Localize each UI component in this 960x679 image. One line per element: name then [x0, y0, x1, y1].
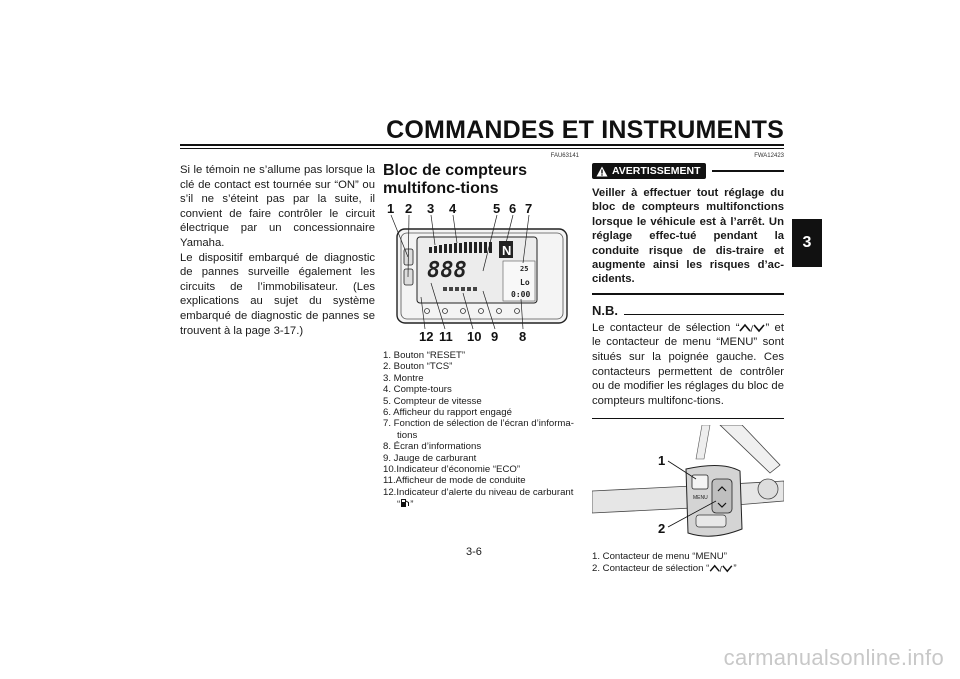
section-ref-code: FAU63141 — [550, 153, 579, 159]
header-rule — [180, 144, 784, 146]
photo-caption-2-end: ” — [733, 562, 737, 574]
legend-item: 1. Bouton “RESET” — [383, 350, 466, 361]
legend-item: 8. Écran d’informations — [383, 441, 482, 453]
warning-end-rule — [592, 293, 784, 295]
watermark: carmanualsonline.info — [723, 645, 944, 670]
legend-item: 5. Compteur de vitesse — [383, 395, 482, 407]
svg-text:/: / — [750, 323, 754, 333]
figure-legend — [383, 350, 579, 511]
callout-5: 5 — [493, 201, 501, 216]
legend-item-fuel — [383, 487, 579, 511]
callout-6: 6 — [509, 201, 517, 216]
legend-item: 4. Compte-tours — [383, 384, 452, 396]
warning-triangle-icon — [596, 166, 608, 177]
nb-text-start: Le contacteur de sélection “ — [592, 321, 740, 334]
warning-header — [592, 162, 784, 180]
callout-2: 2 — [405, 201, 413, 216]
photo-legend — [592, 551, 784, 574]
handlebar-switch-photo — [592, 425, 784, 547]
info-mode: Lo — [520, 278, 530, 287]
callout-1: 1 — [387, 201, 395, 216]
legend-item: 6. Afficheur du rapport engagé — [383, 407, 512, 419]
info-clock: 0:00 — [511, 290, 531, 299]
legend-item: 10.Indicateur d’économie “ECO” — [383, 464, 521, 476]
chapter-tab: 3 — [792, 219, 822, 267]
legend-item-fuel-close: ” — [410, 499, 414, 511]
legend-item: 7. Fonction de sélection de l’écran d’informa-tions — [383, 418, 574, 441]
callout-4: 4 — [449, 201, 457, 216]
left-column — [180, 163, 375, 338]
select-switch-graphic — [712, 479, 732, 513]
warning-badge — [592, 163, 706, 179]
menu-label: MENU — [693, 495, 708, 502]
warning-text: Veiller à effectuer tout réglage du bloc de compteurs multifonctions lorsque le véhicule est à l’arrêt. Un réglage effec-tué pendant la conduite risque de dis-traire et augmente ainsi les risques d’ac-cidents. — [592, 187, 784, 286]
fuel-pump-icon — [400, 498, 410, 508]
warning-ref-code: FWA12423 — [754, 153, 784, 159]
page-number: 3-6 — [466, 546, 482, 558]
handlebar-switch-illustration — [592, 425, 784, 547]
legend-item-fuel-text: 12.Indicateur d’alerte du niveau de carburant “ — [383, 486, 574, 511]
nb-text — [592, 321, 784, 409]
section-title: Bloc de compteurs multifonc-tions — [383, 162, 528, 197]
legend-item: 2. Bouton “TCS” — [383, 361, 453, 373]
callout-10: 10 — [467, 329, 482, 344]
photo-callout-1: 1 — [658, 453, 666, 469]
tcs-button-graphic — [404, 269, 413, 285]
gear-indicator-text: N — [502, 243, 512, 258]
instrument-cluster-illustration — [383, 201, 579, 346]
callout-3: 3 — [427, 201, 435, 216]
paragraph-diagnostic: Le dispositif embarqué de diagnostic de pannes surveille également les circuits de l’immobilisateur. (Les explications au sujet du système embarqué de diagnostic de pannes se trouvent à la page 3-17.) — [180, 251, 375, 337]
nb-text-end: ” et le contacteur de menu “MENU” sont situés sur la poignée gauche. Ces contacteurs permettent de contrôler ou de modifier les réglages du bloc de compteurs multifonc-tions. — [592, 321, 784, 407]
middle-column — [383, 153, 579, 511]
menu-switch-graphic — [692, 475, 708, 489]
photo-caption-2-start: 2. Contacteur de sélection “ — [592, 562, 710, 574]
paragraph-warning-light: Si le témoin ne s’allume pas lorsque la clé de contact est tournée sur “ON” ou s’il ne s’éteint pas par la suite, il convient de faire contrôler le circuit électrique par un concessionnaire Yamaha. — [180, 164, 375, 249]
nb-label: N.B. — [592, 302, 618, 318]
right-column — [592, 153, 784, 574]
nb-header — [592, 303, 784, 318]
header-rule-thin — [180, 148, 784, 149]
legend-item: 3. Montre — [383, 372, 424, 384]
speed-digits: 888 — [427, 258, 467, 283]
warning-label: AVERTISSEMENT — [612, 165, 701, 177]
up-down-chevron-icon — [709, 564, 733, 573]
photo-callout-2: 2 — [658, 521, 666, 537]
callout-11: 11 — [439, 329, 453, 344]
callout-7: 7 — [525, 201, 533, 216]
photo-caption-2 — [592, 563, 784, 574]
callout-9: 9 — [491, 329, 499, 344]
photo-caption-1: 1. Contacteur de menu “MENU” — [592, 551, 727, 563]
info-temp: 25 — [520, 265, 529, 273]
nb-end-rule — [592, 418, 784, 419]
up-down-chevron-icon — [739, 323, 765, 333]
page-header-title: COMMANDES ET INSTRUMENTS — [386, 116, 784, 144]
callout-8: 8 — [519, 329, 527, 344]
instrument-cluster-figure — [383, 201, 579, 346]
legend-item: 9. Jauge de carburant — [383, 452, 477, 464]
legend-item: 11.Afficheur de mode de conduite — [383, 475, 526, 487]
svg-text:/: / — [719, 564, 723, 573]
callout-12: 12 — [419, 329, 434, 344]
